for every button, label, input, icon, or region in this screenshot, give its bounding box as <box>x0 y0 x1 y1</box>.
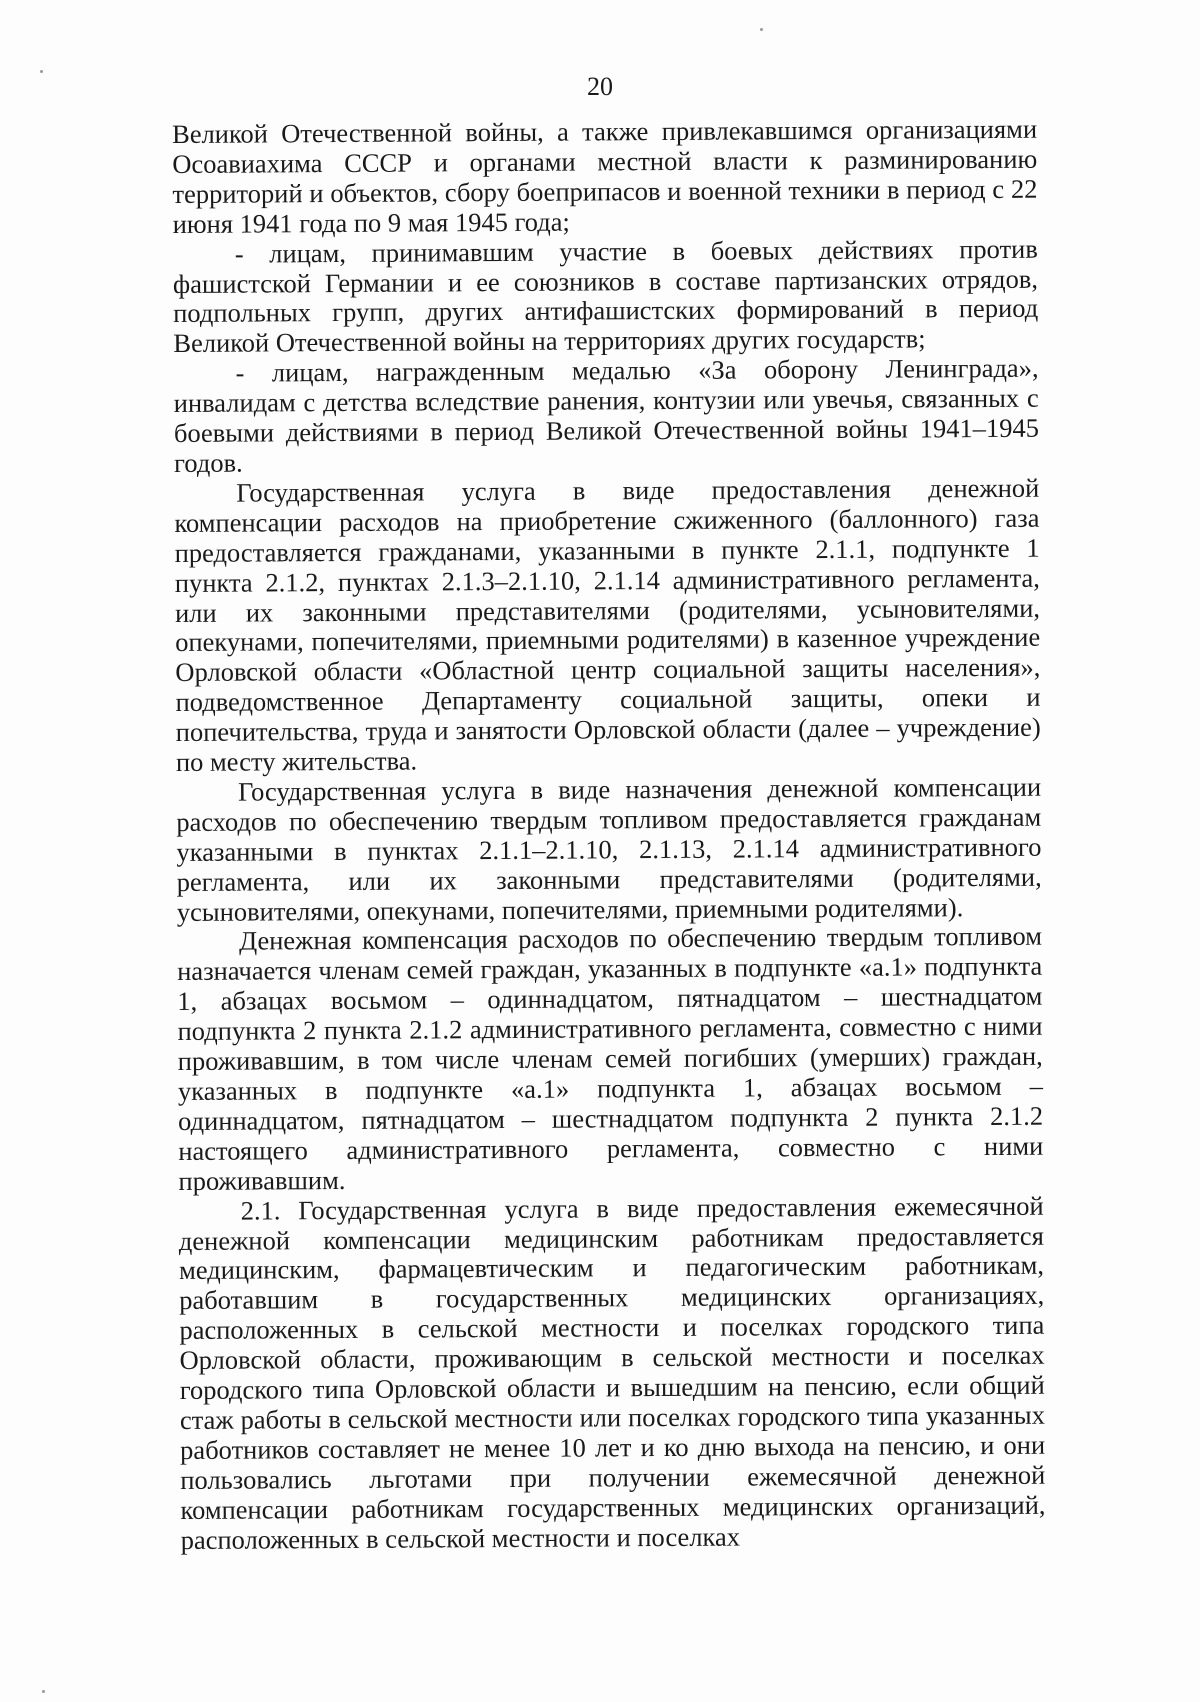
paragraph-solid-fuel-service: Государственная услуга в виде назначения денежной компенсации расходов по обеспечению твердым топливом предоставляется гражданам указанными в пунктах 2.1.1–2.1.10, 2.1.13, 2.1.14 административного регламента, или их законными представителями (родителями, усыновителями, опекунами, попечителями, приемными родителями). <box>176 771 1042 927</box>
paragraph-gas-compensation: Государственная услуга в виде предоставления денежной компенсации расходов на приобретение сжиженного (баллонного) газа предоставляется гражданами, указанными в пункте 2.1.1, подпункте 1 пункта 2.1.2, пунктах 2.1.3–2.1.10, 2.1.14 административного регламента, или их законными представителями (родителями, усыновителями, опекунами, попечителями, приемными родителями) в казенное учреждение Орловской области «Областной центр социальной защиты населения», подведомственное Департаменту социальной защиты, опеки и попечительства, труда и занятости Орловской области (далее – учреждение) по месту жительства. <box>174 472 1041 778</box>
paragraph-leningrad-medal: - лицам, награжденным медалью «За оборону Ленинграда», инвалидам с детства вследствие ранения, контузии или увечья, связанных с боевыми действиями в период Великой Отечественной войны 1941–1945 годов. <box>173 352 1039 478</box>
paragraph-continuation: Великой Отечественной войны, а также привлекавшимся организациями Осоавиахима СССР и органами местной власти к разминированию территорий и объектов, сбору боеприпасов и военной техники в период с 22 июня 1941 года по 9 мая 1945 года; <box>171 113 1038 239</box>
scan-speck <box>42 1690 45 1693</box>
paragraph-solid-fuel-family: Денежная компенсация расходов по обеспечению твердым топливом назначается членам семей граждан, указанных в подпункте «а.1» подпункта 1, абзацах восьмом – одиннадцатом, пятнадцатом – шестнадцатом подпункта 2 пункта 2.1.2 административного регламента, совместно с ними проживавшим, в том числе членам семей погибших (умерших) граждан, указанных в подпункте «а.1» подпункта 1, абзацах восьмом – одиннадцатом, пятнадцатом – шестнадцатом подпункта 2 пункта 2.1.2 настоящего административного регламента, совместно с ними проживавшим. <box>177 921 1044 1196</box>
page-number: 20 <box>587 72 613 101</box>
paragraph-medical-workers: 2.1. Государственная услуга в виде предоставления ежемесячной денежной компенсации медицинским работникам предоставляется медицинским, фармацевтическим и педагогическим работникам, работавшим в государственных медицинских организациях, расположенных в сельской местности и поселках городского типа Орловской области, проживающим в сельской местности и поселках городского типа Орловской области и вышедшим на пенсию, если общий стаж работы в сельской местности или поселках городского типа указанных работников составляет не менее 10 лет и ко дню выхода на пенсию, и они пользовались льготами при получении ежемесячной денежной компенсации работникам государственных медицинских организаций, расположенных в сельской местности и поселках <box>178 1190 1046 1555</box>
body-text <box>172 115 1046 1556</box>
scan-speck <box>40 70 43 73</box>
scan-speck <box>760 28 763 31</box>
paragraph-partisans: - лицам, принимавшим участие в боевых действиях против фашистской Германии и ее союзников в составе партизанских отрядов, подпольных групп, других антифашистских формирований в период Великой Отечественной войны на территориях других государств; <box>172 233 1039 359</box>
